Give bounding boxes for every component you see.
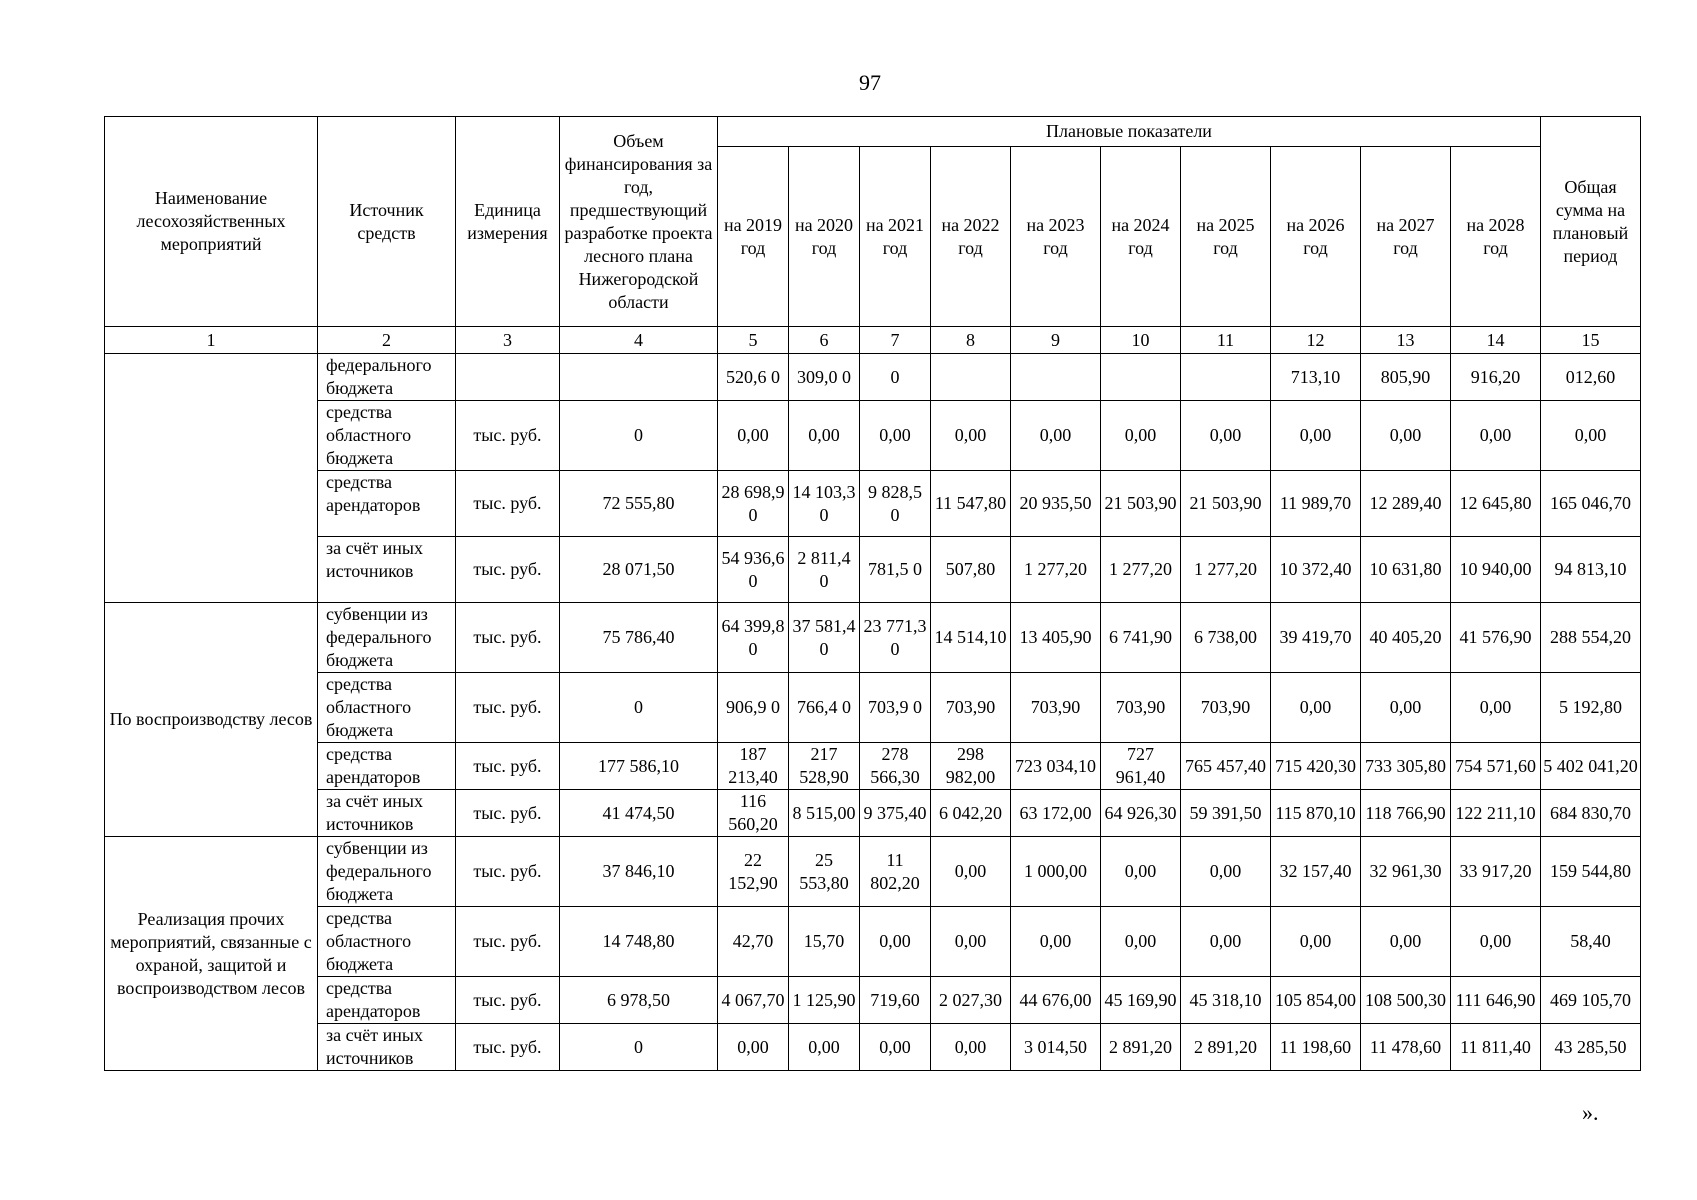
year-value: 11 989,70 [1271, 471, 1361, 537]
year-value: 0,00 [1451, 401, 1541, 471]
activity-name: По воспроизводству лесов [105, 603, 318, 837]
year-value: 1 125,90 [789, 977, 860, 1024]
year-value: 520,6 0 [718, 354, 789, 401]
year-value: 9 828,5 0 [860, 471, 931, 537]
unit: тыс. руб. [456, 977, 560, 1024]
table-row [105, 837, 1641, 907]
funding-source: субвенции из федерального бюджета [318, 603, 456, 673]
year-value: 10 372,40 [1271, 537, 1361, 603]
year-value: 0,00 [1271, 907, 1361, 977]
year-value: 11 547,80 [931, 471, 1011, 537]
table-row [105, 790, 1641, 837]
year-value: 12 645,80 [1451, 471, 1541, 537]
total-value: 012,60 [1541, 354, 1641, 401]
year-value: 23 771,3 0 [860, 603, 931, 673]
year-value: 719,60 [860, 977, 931, 1024]
year-value: 59 391,50 [1181, 790, 1271, 837]
year-value: 6 738,00 [1181, 603, 1271, 673]
table-row [105, 354, 1641, 401]
column-number: 13 [1361, 327, 1451, 354]
prior-year-value: 14 748,80 [560, 907, 718, 977]
year-value: 63 172,00 [1011, 790, 1101, 837]
year-value: 217 528,90 [789, 743, 860, 790]
year-value: 0 [860, 354, 931, 401]
header-prior-year-volume: Объем финансирования за год, предшествующий разработке проекта лесного плана Нижегородской области [560, 117, 718, 327]
year-value: 1 277,20 [1101, 537, 1181, 603]
year-value: 703,90 [1181, 673, 1271, 743]
year-value: 715 420,30 [1271, 743, 1361, 790]
header-activity-name: Наименование лесохозяйственных мероприятий [105, 117, 318, 327]
table-row [105, 537, 1641, 603]
year-value: 41 576,90 [1451, 603, 1541, 673]
year-value: 108 500,30 [1361, 977, 1451, 1024]
year-value: 21 503,90 [1101, 471, 1181, 537]
total-value: 58,40 [1541, 907, 1641, 977]
prior-year-value: 75 786,40 [560, 603, 718, 673]
header-total: Общая сумма на плановый период [1541, 117, 1641, 327]
activity-name: Реализация прочих мероприятий, связанные с охраной, защитой и воспроизводством лесов [105, 837, 318, 1071]
header-year: на 2021 год [860, 147, 931, 327]
funding-source: за счёт иных источников [318, 1024, 456, 1071]
column-number: 10 [1101, 327, 1181, 354]
year-value: 703,90 [931, 673, 1011, 743]
activity-name [105, 354, 318, 603]
funding-source: средства арендаторов [318, 471, 456, 537]
year-value: 11 478,60 [1361, 1024, 1451, 1071]
year-value: 3 014,50 [1011, 1024, 1101, 1071]
year-value: 45 169,90 [1101, 977, 1181, 1024]
column-number: 14 [1451, 327, 1541, 354]
year-value: 278 566,30 [860, 743, 931, 790]
unit: тыс. руб. [456, 537, 560, 603]
year-value: 0,00 [860, 907, 931, 977]
year-value: 11 198,60 [1271, 1024, 1361, 1071]
prior-year-value: 72 555,80 [560, 471, 718, 537]
year-value: 0,00 [1451, 907, 1541, 977]
year-value: 805,90 [1361, 354, 1451, 401]
year-value: 32 961,30 [1361, 837, 1451, 907]
year-value: 12 289,40 [1361, 471, 1451, 537]
prior-year-value: 0 [560, 1024, 718, 1071]
year-value: 713,10 [1271, 354, 1361, 401]
column-number: 4 [560, 327, 718, 354]
page-number: 97 [859, 70, 881, 95]
unit: тыс. руб. [456, 471, 560, 537]
header-funding-source: Источник средств [318, 117, 456, 327]
header-year: на 2024 год [1101, 147, 1181, 327]
column-number: 2 [318, 327, 456, 354]
column-number: 7 [860, 327, 931, 354]
year-value: 20 935,50 [1011, 471, 1101, 537]
year-value: 2 891,20 [1181, 1024, 1271, 1071]
table-row [105, 1024, 1641, 1071]
year-value: 105 854,00 [1271, 977, 1361, 1024]
year-value: 0,00 [718, 1024, 789, 1071]
year-value: 0,00 [1271, 673, 1361, 743]
total-value: 5 192,80 [1541, 673, 1641, 743]
funding-source: средства областного бюджета [318, 401, 456, 471]
year-value: 906,9 0 [718, 673, 789, 743]
column-number: 5 [718, 327, 789, 354]
header-year: на 2022 год [931, 147, 1011, 327]
column-number: 11 [1181, 327, 1271, 354]
year-value: 2 891,20 [1101, 1024, 1181, 1071]
year-value: 32 157,40 [1271, 837, 1361, 907]
year-value: 0,00 [931, 837, 1011, 907]
year-value: 0,00 [1011, 401, 1101, 471]
total-value: 159 544,80 [1541, 837, 1641, 907]
column-number: 8 [931, 327, 1011, 354]
year-value: 8 515,00 [789, 790, 860, 837]
year-value: 13 405,90 [1011, 603, 1101, 673]
year-value: 44 676,00 [1011, 977, 1101, 1024]
forest-plan-table [104, 116, 1641, 1071]
prior-year-value: 0 [560, 401, 718, 471]
year-value: 703,9 0 [860, 673, 931, 743]
year-value: 0,00 [1271, 401, 1361, 471]
year-value: 2 811,4 0 [789, 537, 860, 603]
prior-year-value: 37 846,10 [560, 837, 718, 907]
prior-year-value: 0 [560, 673, 718, 743]
total-value: 288 554,20 [1541, 603, 1641, 673]
funding-source: за счёт иных источников [318, 537, 456, 603]
year-value: 309,0 0 [789, 354, 860, 401]
funding-source: субвенции из федерального бюджета [318, 837, 456, 907]
year-value: 1 277,20 [1181, 537, 1271, 603]
header-year: на 2019 год [718, 147, 789, 327]
year-value: 22 152,90 [718, 837, 789, 907]
year-value [1011, 354, 1101, 401]
year-value: 11 802,20 [860, 837, 931, 907]
unit: тыс. руб. [456, 790, 560, 837]
year-value: 0,00 [789, 1024, 860, 1071]
table-row [105, 673, 1641, 743]
table-row [105, 603, 1641, 673]
year-value: 14 514,10 [931, 603, 1011, 673]
year-value: 298 982,00 [931, 743, 1011, 790]
total-value: 5 402 041,20 [1541, 743, 1641, 790]
year-value: 25 553,80 [789, 837, 860, 907]
year-value: 916,20 [1451, 354, 1541, 401]
year-value: 6 741,90 [1101, 603, 1181, 673]
header-year: на 2027 год [1361, 147, 1451, 327]
year-value: 1 277,20 [1011, 537, 1101, 603]
unit: тыс. руб. [456, 603, 560, 673]
year-value: 187 213,40 [718, 743, 789, 790]
year-value [1101, 354, 1181, 401]
table-row [105, 401, 1641, 471]
year-value: 111 646,90 [1451, 977, 1541, 1024]
funding-source: средства арендаторов [318, 743, 456, 790]
year-value: 33 917,20 [1451, 837, 1541, 907]
year-value: 9 375,40 [860, 790, 931, 837]
column-number: 6 [789, 327, 860, 354]
year-value: 0,00 [860, 401, 931, 471]
year-value: 28 698,9 0 [718, 471, 789, 537]
year-value: 6 042,20 [931, 790, 1011, 837]
year-value: 703,90 [1011, 673, 1101, 743]
year-value: 0,00 [789, 401, 860, 471]
funding-source: средства областного бюджета [318, 907, 456, 977]
year-value: 0,00 [1361, 401, 1451, 471]
year-value: 781,5 0 [860, 537, 931, 603]
prior-year-value: 41 474,50 [560, 790, 718, 837]
header-plan-indicators: Плановые показатели [718, 117, 1541, 147]
year-value: 10 940,00 [1451, 537, 1541, 603]
year-value: 0,00 [1011, 907, 1101, 977]
unit [456, 354, 560, 401]
year-value: 0,00 [931, 401, 1011, 471]
year-value: 766,4 0 [789, 673, 860, 743]
year-value: 0,00 [931, 1024, 1011, 1071]
year-value: 1 000,00 [1011, 837, 1101, 907]
year-value: 0,00 [1101, 401, 1181, 471]
year-value: 116 560,20 [718, 790, 789, 837]
year-value: 733 305,80 [1361, 743, 1451, 790]
header-year: на 2026 год [1271, 147, 1361, 327]
column-number: 12 [1271, 327, 1361, 354]
year-value: 11 811,40 [1451, 1024, 1541, 1071]
table-row [105, 743, 1641, 790]
year-value [931, 354, 1011, 401]
table-row [105, 977, 1641, 1024]
header-year: на 2028 год [1451, 147, 1541, 327]
year-value: 115 870,10 [1271, 790, 1361, 837]
year-value: 727 961,40 [1101, 743, 1181, 790]
year-value: 0,00 [931, 907, 1011, 977]
funding-source: средства областного бюджета [318, 673, 456, 743]
year-value: 64 399,8 0 [718, 603, 789, 673]
year-value: 0,00 [1181, 401, 1271, 471]
funding-source: средства арендаторов [318, 977, 456, 1024]
year-value: 40 405,20 [1361, 603, 1451, 673]
year-value: 15,70 [789, 907, 860, 977]
year-value: 21 503,90 [1181, 471, 1271, 537]
year-value: 703,90 [1101, 673, 1181, 743]
year-value: 0,00 [1361, 907, 1451, 977]
prior-year-value [560, 354, 718, 401]
year-value: 45 318,10 [1181, 977, 1271, 1024]
column-number: 15 [1541, 327, 1641, 354]
year-value: 14 103,3 0 [789, 471, 860, 537]
year-value: 0,00 [1451, 673, 1541, 743]
unit: тыс. руб. [456, 907, 560, 977]
year-value: 118 766,90 [1361, 790, 1451, 837]
column-number: 9 [1011, 327, 1101, 354]
column-number: 1 [105, 327, 318, 354]
total-value: 43 285,50 [1541, 1024, 1641, 1071]
year-value: 42,70 [718, 907, 789, 977]
header-unit: Единица измерения [456, 117, 560, 327]
year-value: 0,00 [1181, 837, 1271, 907]
year-value: 765 457,40 [1181, 743, 1271, 790]
header-year: на 2020 год [789, 147, 860, 327]
column-number: 3 [456, 327, 560, 354]
year-value: 0,00 [1101, 837, 1181, 907]
unit: тыс. руб. [456, 401, 560, 471]
unit: тыс. руб. [456, 743, 560, 790]
year-value: 0,00 [1361, 673, 1451, 743]
year-value: 10 631,80 [1361, 537, 1451, 603]
year-value: 0,00 [1101, 907, 1181, 977]
table-row [105, 471, 1641, 537]
closing-quote-mark: ». [1582, 1100, 1599, 1125]
year-value: 507,80 [931, 537, 1011, 603]
year-value: 754 571,60 [1451, 743, 1541, 790]
prior-year-value: 6 978,50 [560, 977, 718, 1024]
year-value: 64 926,30 [1101, 790, 1181, 837]
year-value: 0,00 [718, 401, 789, 471]
year-value [1181, 354, 1271, 401]
total-value: 469 105,70 [1541, 977, 1641, 1024]
prior-year-value: 177 586,10 [560, 743, 718, 790]
year-value: 0,00 [1181, 907, 1271, 977]
funding-source: федерального бюджета [318, 354, 456, 401]
header-year: на 2023 год [1011, 147, 1101, 327]
year-value: 4 067,70 [718, 977, 789, 1024]
prior-year-value: 28 071,50 [560, 537, 718, 603]
unit: тыс. руб. [456, 1024, 560, 1071]
total-value: 684 830,70 [1541, 790, 1641, 837]
year-value: 39 419,70 [1271, 603, 1361, 673]
year-value: 2 027,30 [931, 977, 1011, 1024]
year-value: 723 034,10 [1011, 743, 1101, 790]
year-value: 0,00 [860, 1024, 931, 1071]
total-value: 94 813,10 [1541, 537, 1641, 603]
total-value: 165 046,70 [1541, 471, 1641, 537]
unit: тыс. руб. [456, 837, 560, 907]
funding-source: за счёт иных источников [318, 790, 456, 837]
table-row [105, 907, 1641, 977]
year-value: 122 211,10 [1451, 790, 1541, 837]
header-year: на 2025 год [1181, 147, 1271, 327]
year-value: 54 936,6 0 [718, 537, 789, 603]
unit: тыс. руб. [456, 673, 560, 743]
year-value: 37 581,4 0 [789, 603, 860, 673]
total-value: 0,00 [1541, 401, 1641, 471]
